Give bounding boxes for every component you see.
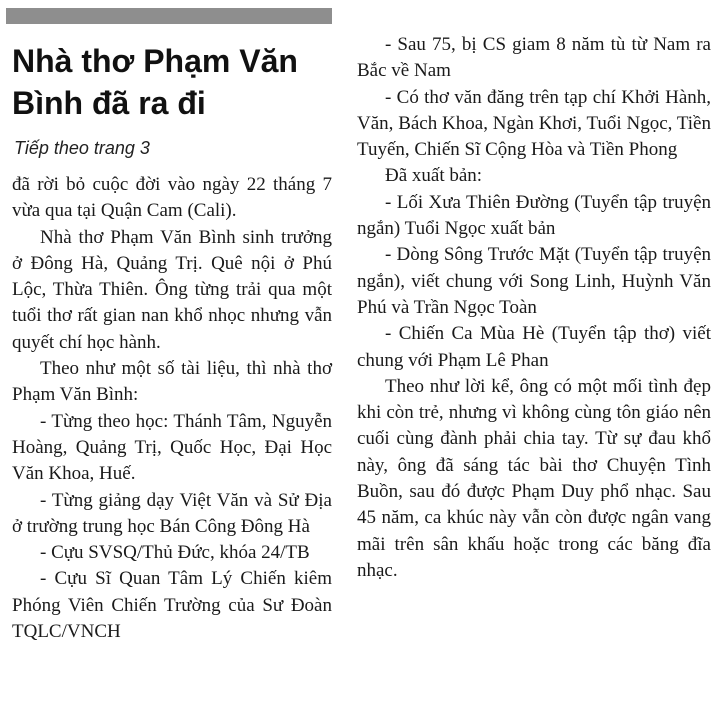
paragraph-sources: Theo như một số tài liệu, thì nhà thơ Phạm Văn Bình: bbox=[12, 358, 332, 406]
list-item-education: - Từng theo học: Thánh Tâm, Nguyễn Hoàng, Quảng Trị, Quốc Học, Đại Học Văn Khoa, Huế. bbox=[12, 410, 332, 485]
list-item-teaching: - Từng giảng dạy Việt Văn và Sử Địa ở trường trung học Bán Công Đông Hà bbox=[12, 489, 332, 537]
article-headline: Nhà thơ Phạm Văn Bình đã ra đi bbox=[12, 43, 298, 121]
section-header-bar bbox=[6, 8, 332, 24]
paragraph-biography: Nhà thơ Phạm Văn Bình sinh trưởng ở Đông Hà, Quảng Trị. Quê nội ở Phú Lộc, Thừa Thiên. Ông từng trải qua một tuổi thơ rất gian nan khổ nhọc nhưng vẫn quyết chí học hành. bbox=[12, 226, 332, 353]
list-item-imprisonment: - Sau 75, bị CS giam 8 năm tù từ Nam ra Bắc về Nam bbox=[357, 34, 711, 82]
article-column-left bbox=[12, 172, 332, 645]
list-item-book-2: - Dòng Sông Trước Mặt (Tuyển tập truyện ngắn), viết chung với Song Linh, Huỳnh Văn Phú và Trần Ngọc Toàn bbox=[357, 244, 711, 318]
paragraph-intro: đã rời bỏ cuộc đời vào ngày 22 tháng 7 vừa qua tại Quận Cam (Cali). bbox=[12, 174, 332, 222]
list-item-war-correspondent: - Cựu Sĩ Quan Tâm Lý Chiến kiêm Phóng Viên Chiến Trường của Sư Đoàn TQLC/VNCH bbox=[12, 568, 332, 643]
list-item-book-3: - Chiến Ca Mùa Hè (Tuyển tập thơ) viết chung với Phạm Lê Phan bbox=[357, 323, 711, 371]
published-works-heading: Đã xuất bản: bbox=[385, 165, 483, 187]
list-item-officer-training: - Cựu SVSQ/Thủ Đức, khóa 24/TB bbox=[40, 542, 310, 564]
list-item-publications: - Có thơ văn đăng trên tạp chí Khởi Hành, Văn, Bách Khoa, Ngàn Khơi, Tuổi Ngọc, Tiền Tuyến, Chiến Sĩ Cộng Hòa và Tiền Phong bbox=[357, 86, 711, 161]
paragraph-love-story: Theo như lời kể, ông có một mối tình đẹp khi còn trẻ, nhưng vì không cùng tôn giáo nên cuối cùng đành phải chia tay. Từ sự đau khổ này, ông đã sáng tác bài thơ Chuyện Tình Buồn, sau đó được Phạm Duy phổ nhạc. Sau 45 năm, ca khúc này vẫn còn được ngân vang mãi trên sân khấu hoặc trong các băng đĩa nhạc. bbox=[357, 375, 711, 581]
article-column-right bbox=[357, 32, 711, 584]
continued-from-label: Tiếp theo trang 3 bbox=[14, 138, 150, 158]
list-item-book-1: - Lối Xưa Thiên Đường (Tuyển tập truyện ngắn) Tuổi Ngọc xuất bản bbox=[357, 191, 711, 240]
